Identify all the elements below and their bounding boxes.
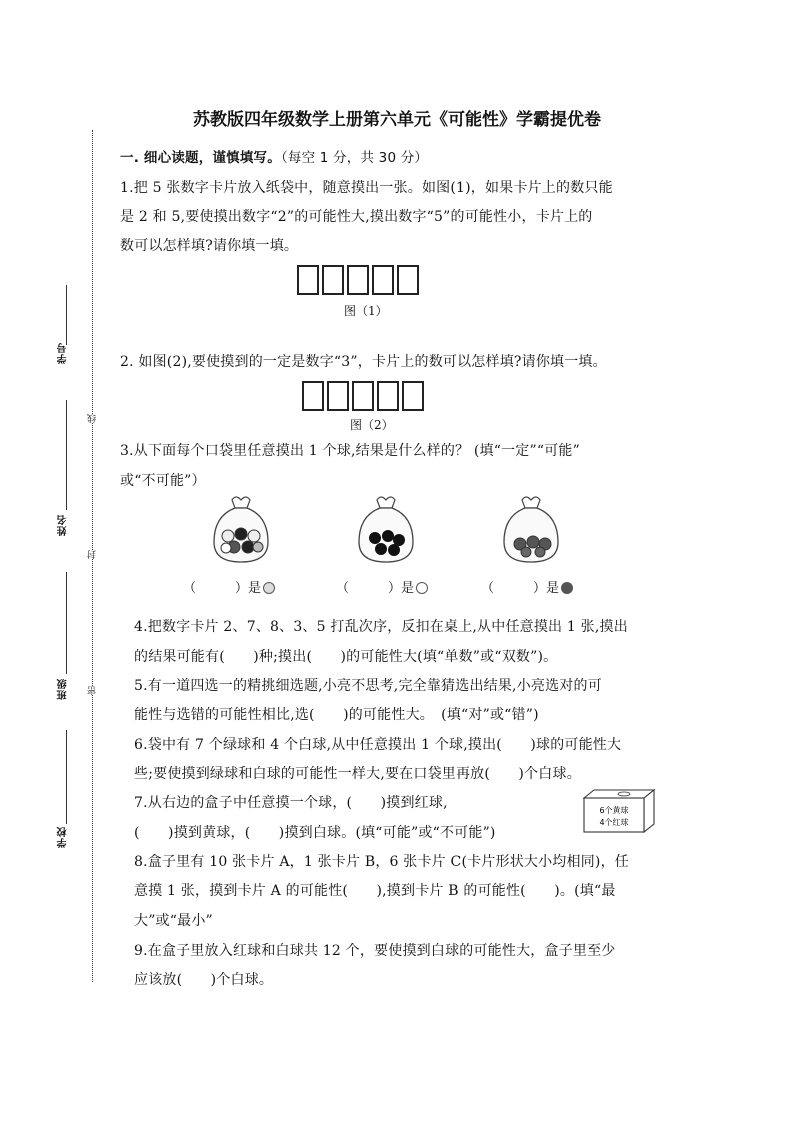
- q1-line-2: 是 2 和 5,要使摸出数字“2”的可能性大,摸出数字“5”的可能性小，卡片上的: [120, 209, 593, 225]
- q9-line-2: 应该放( )个白球。: [134, 972, 274, 988]
- bag-gray-balls-icon: [500, 494, 562, 566]
- blank-card[interactable]: [402, 381, 424, 411]
- q2-card-row: [302, 381, 424, 411]
- name-blank-line: [66, 400, 67, 510]
- blank-card[interactable]: [302, 381, 324, 411]
- section-heading-text: 一. 细心读题，谨慎填写。: [120, 150, 281, 166]
- ball-box-icon: [582, 788, 656, 834]
- dark-gray-ball-icon: [561, 582, 573, 594]
- bag-black-balls-icon: [355, 494, 417, 566]
- q1-card-row: [297, 265, 419, 295]
- q3-line-2: 或“不可能”）: [120, 473, 206, 489]
- figure-2-caption: 图（2）: [350, 418, 394, 432]
- blank-card[interactable]: [322, 265, 344, 295]
- q1-line-3: 数可以怎样填?请你填一填。: [120, 238, 299, 254]
- q3-answer-2[interactable]: [336, 577, 428, 596]
- q3-answer-1[interactable]: [183, 577, 275, 596]
- school-blank-line: [66, 730, 67, 824]
- bag-mixed-icon: [210, 494, 272, 566]
- q6-line-2: 些;要使摸到绿球和白球的可能性一样大,要在口袋里再放( )个白球。: [134, 766, 581, 782]
- q8-line-1: 8.盒子里有 10 张卡片 A，1 张卡片 B，6 张卡片 C(卡片形状大小均相同)，任: [134, 854, 629, 870]
- q1-line-1: 1.把 5 张数字卡片放入纸袋中，随意摸出一张。如图(1)，如果卡片上的数只能: [120, 180, 613, 196]
- class-label: 班级: [58, 678, 69, 700]
- q6-line-1: 6.袋中有 7 个绿球和 4 个白球,从中任意摸出 1 个球,摸出( )球的可能性大: [134, 737, 622, 753]
- q9-line-1: 9.在盒子里放入红球和白球共 12 个，要使摸到白球的可能性大，盒子里至少: [134, 943, 616, 959]
- white-ball-icon: [416, 582, 428, 594]
- class-blank-line: [66, 572, 67, 674]
- q7-line-1: 7.从右边的盒子中任意摸一个球，( )摸到红球,: [134, 795, 448, 811]
- blank-card[interactable]: [377, 381, 399, 411]
- school-label: 学校: [58, 826, 69, 848]
- blank-card[interactable]: [297, 265, 319, 295]
- box-label-yellow: 6个黄球: [599, 806, 629, 815]
- name-label: 姓名: [58, 514, 69, 536]
- q3-line-1: 3.从下面每个口袋里任意摸出 1 个球,结果是什么样的？ (填“一定”“可能”: [120, 443, 580, 459]
- blank-card[interactable]: [347, 265, 369, 295]
- q7-line-2: ( )摸到黄球，( )摸到白球。(填“可能”或“不可能”): [134, 825, 496, 841]
- q3-answer-2-text: （ ）是: [336, 581, 415, 596]
- blank-card[interactable]: [397, 265, 419, 295]
- q8-line-3: 大”或“最小”: [134, 913, 213, 929]
- box-label-red: 4个红球: [599, 818, 629, 827]
- q3-answer-1-text: （ ）是: [183, 581, 262, 596]
- seal-mark-line: 线: [88, 414, 98, 423]
- q5-line-1: 5.有一道四选一的精挑细选题,小亮不思考,完全靠猜选出结果,小亮选对的可: [134, 678, 602, 694]
- blank-card[interactable]: [352, 381, 374, 411]
- q8-line-2: 意摸 1 张，摸到卡片 A 的可能性( ),摸到卡片 B 的可能性( )。(填“最: [134, 883, 616, 899]
- q2-line: 2. 如图(2),要使摸到的一定是数字“3”，卡片上的数可以怎样填?请你填一填。: [120, 354, 607, 370]
- q3-answer-3[interactable]: [481, 577, 573, 596]
- seal-mark-secret: 密: [88, 686, 98, 695]
- section-heading: [120, 146, 428, 166]
- q5-line-2: 能性与选错的可能性相比,选( )的可能性大。 (填“对”或“错”): [134, 707, 539, 723]
- light-gray-ball-icon: [263, 582, 275, 594]
- q4-line-2: 的结果可能有( )种;摸出( )的可能性大(填“单数”或“双数”)。: [134, 649, 558, 665]
- id-blank-line: [66, 285, 67, 345]
- page-title: 苏教版四年级数学上册第六单元《可能性》学霸提优卷: [193, 110, 601, 130]
- q4-line-1: 4.把数字卡片 2、7、8、3、5 打乱次序，反扣在桌上,从中任意摸出 1 张,摸出: [134, 619, 628, 635]
- q3-answer-3-text: （ ）是: [481, 581, 560, 596]
- seal-mark-seal: 封: [88, 550, 98, 559]
- blank-card[interactable]: [372, 265, 394, 295]
- figure-1-caption: 图（1）: [344, 304, 388, 318]
- student-id-label: 学号: [58, 342, 69, 364]
- section-score-note: （每空 1 分，共 30 分）: [280, 150, 429, 166]
- blank-card[interactable]: [327, 381, 349, 411]
